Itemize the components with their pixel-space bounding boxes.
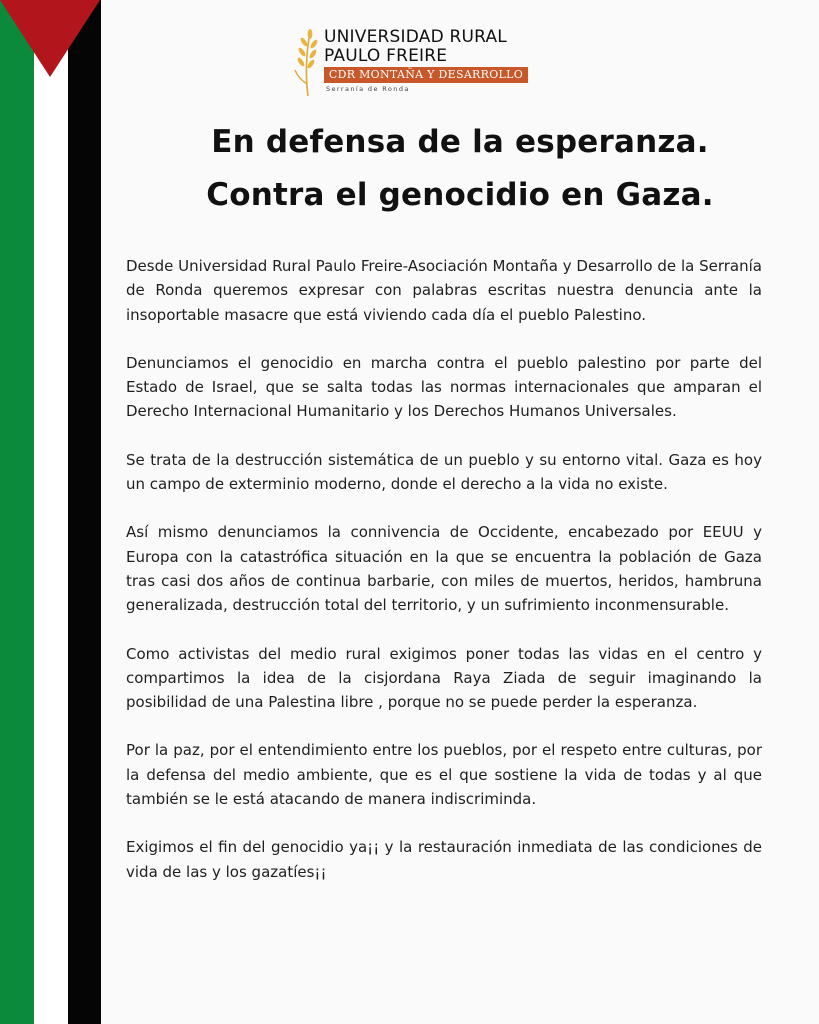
paragraph: Desde Universidad Rural Paulo Freire-Asociación Montaña y Desarrollo de la Serranía de Ronda queremos expresar con palabras escritas nuestra denuncia ante la insoportable masacre que está viviendo cada día el pueblo Palestino. bbox=[126, 257, 762, 324]
paragraph: Así mismo denunciamos la connivencia de Occidente, encabezado por EEUU y Europa con la catastrófica situación en la que se encuentra la población de Gaza tras casi dos años de continua barbarie, con miles de muertos, heridos, hambruna generalizada, destrucción total del territorio, y un sufrimiento inconmensurable. bbox=[126, 523, 762, 615]
paragraph: Denunciamos el genocidio en marcha contra el pueblo palestino por parte del Estado de Israel, que se salta todas las normas internacionales que amparan el Derecho Internacional Humanitario y los Derechos Humanos Universales. bbox=[126, 353, 762, 421]
wheat-icon bbox=[290, 26, 320, 98]
title-line2: Contra el genocidio en Gaza. bbox=[206, 177, 714, 213]
statement-body bbox=[126, 254, 762, 908]
flag-white-stripe bbox=[34, 0, 68, 1024]
flag-red-triangle bbox=[0, 0, 100, 77]
logo-subtitle: Serranía de Ronda bbox=[326, 85, 410, 93]
flag-black-stripe bbox=[68, 0, 101, 1024]
paragraph: Se trata de la destrucción sistemática de un pueblo y su entorno vital. Gaza es hoy un campo de exterminio moderno, donde el derecho a la vida no existe. bbox=[126, 450, 762, 494]
logo-title-line1: UNIVERSIDAD RURAL bbox=[324, 27, 507, 47]
logo-title-line2: PAULO FREIRE bbox=[324, 46, 448, 66]
title-line1: En defensa de la esperanza. bbox=[211, 124, 709, 160]
university-logo bbox=[290, 26, 540, 98]
page-title bbox=[120, 116, 800, 222]
logo-title bbox=[324, 28, 507, 66]
logo-banner: CDR MONTAÑA Y DESARROLLO bbox=[324, 67, 528, 83]
paragraph: Por la paz, por el entendimiento entre los pueblos, por el respeto entre culturas, por la defensa del medio ambiente, que es el que sostiene la vida de todas y al que también se le está atacando de manera indiscriminda. bbox=[126, 741, 762, 809]
flag-green-stripe bbox=[0, 0, 34, 1024]
paragraph: Como activistas del medio rural exigimos poner todas las vidas en el centro y compartimos la idea de la cisjordana Raya Ziada de seguir imaginando la posibilidad de una Palestina libre , porque no se puede perder la esperanza. bbox=[126, 644, 762, 712]
paragraph: Exigimos el fin del genocidio ya¡¡ y la restauración inmediata de las condiciones de vida de las y los gazatíes¡¡ bbox=[126, 838, 762, 881]
